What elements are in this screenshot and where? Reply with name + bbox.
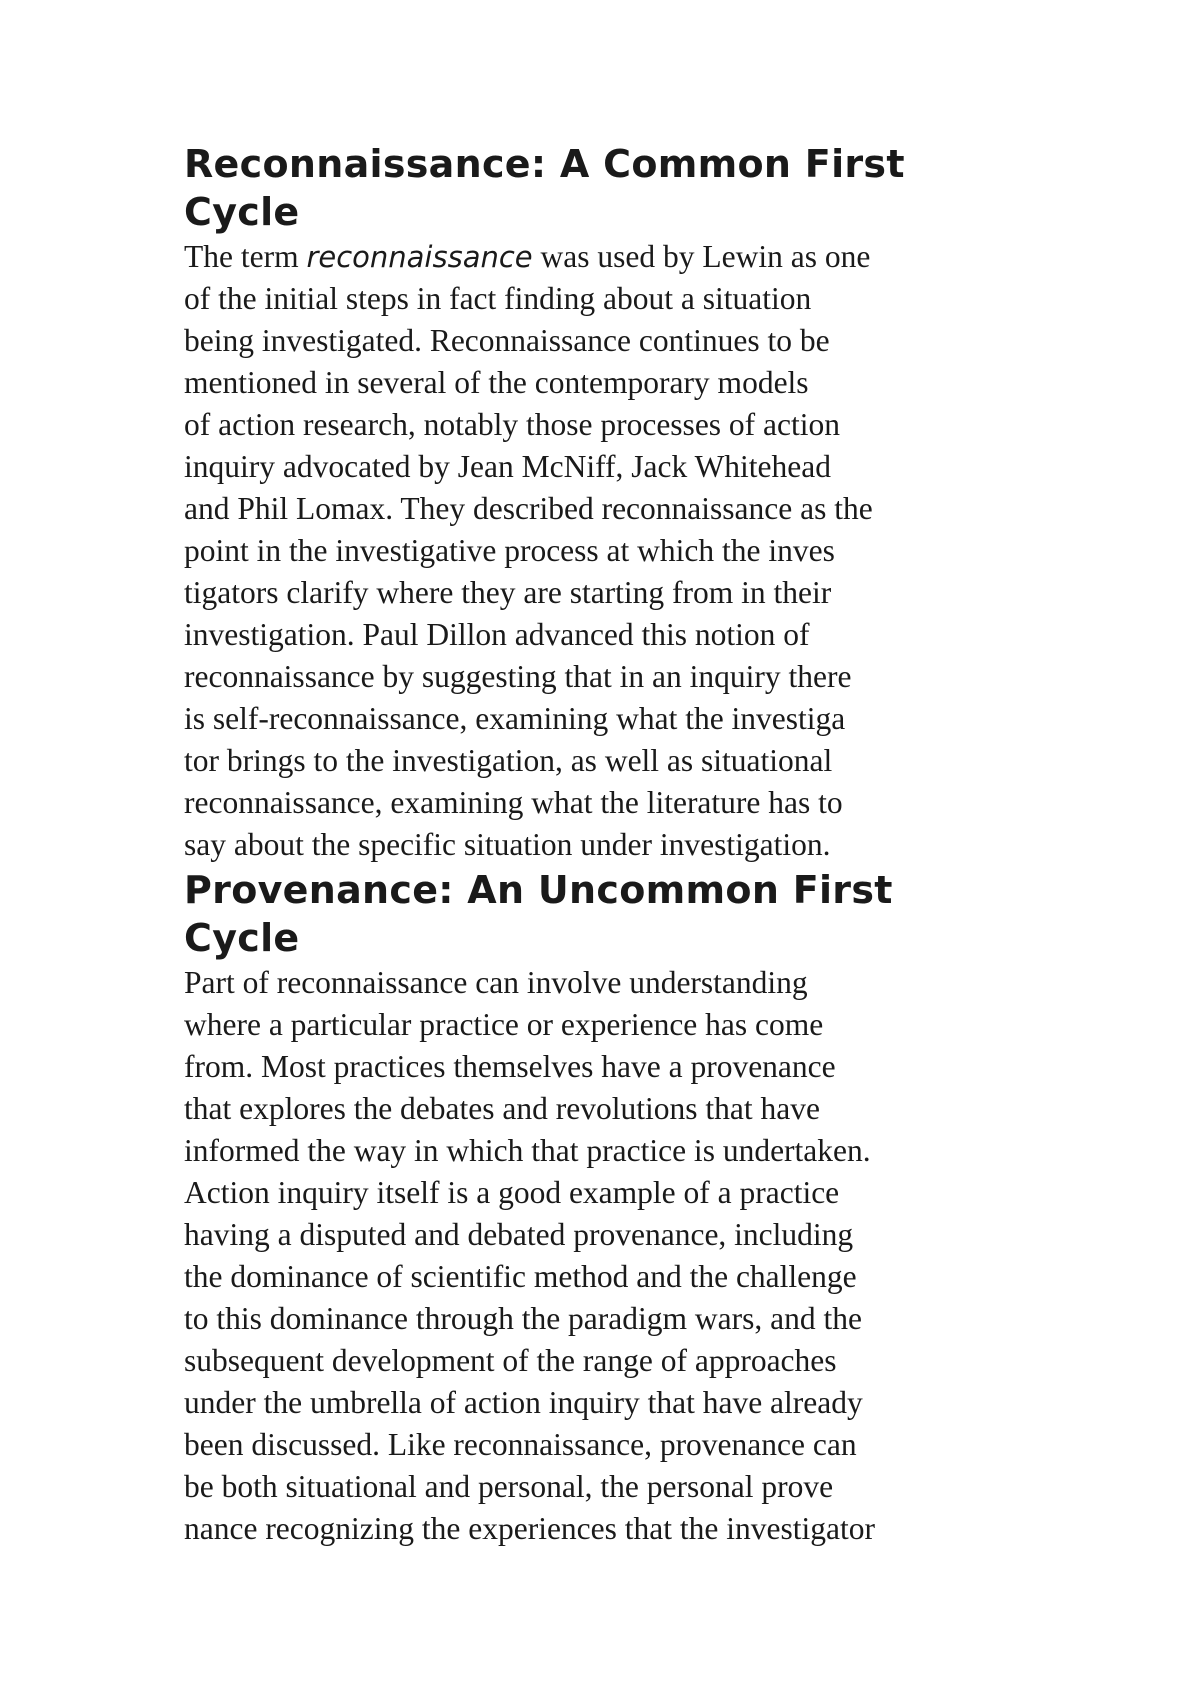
document-page [184,140,1024,1550]
paragraph-line: point in the investigative process at which the inves [184,533,835,568]
paragraph-line: of the initial steps in fact finding about a situation [184,281,812,316]
paragraph-line: that explores the debates and revolutions that have [184,1091,820,1126]
heading-line: Cycle [184,190,300,234]
heading-line: Cycle [184,916,300,960]
paragraph-line: under the umbrella of action inquiry that have already [184,1385,863,1420]
paragraph-line: from. Most practices themselves have a provenance [184,1049,836,1084]
paragraph-line [184,236,1024,278]
paragraph-line: tigators clarify where they are starting from in their [184,575,832,610]
paragraph-line: to this dominance through the paradigm wars, and the [184,1301,862,1336]
paragraph-line: is self-reconnaissance, examining what the investiga [184,701,846,736]
section-heading [184,866,1024,962]
section-heading [184,140,1024,236]
paragraph-line: being investigated. Reconnaissance continues to be [184,323,830,358]
paragraph-line: and Phil Lomax. They described reconnaissance as the [184,491,873,526]
paragraph-line: informed the way in which that practice is undertaken. [184,1133,871,1168]
paragraph-line: Part of reconnaissance can involve understanding [184,965,808,1000]
italic-term: reconnaissance [306,240,533,274]
text-fragment: was used by Lewin as one [532,239,871,274]
body-paragraph [184,236,1024,866]
paragraph-line: mentioned in several of the contemporary models [184,365,809,400]
paragraph-line: subsequent development of the range of approaches [184,1343,837,1378]
text-fragment: The term [184,239,307,274]
paragraph-line: been discussed. Like reconnaissance, provenance can [184,1427,857,1462]
section-reconnaissance [184,140,1024,866]
heading-line: Provenance: An Uncommon First [184,868,893,912]
paragraph-line: say about the specific situation under investigation. [184,827,831,862]
paragraph-line: of action research, notably those processes of action [184,407,841,442]
paragraph-line: Action inquiry itself is a good example of a practice [184,1175,840,1210]
paragraph-line: inquiry advocated by Jean McNiff, Jack Whitehead [184,449,831,484]
paragraph-line: having a disputed and debated provenance, including [184,1217,854,1252]
section-provenance [184,866,1024,1550]
body-paragraph [184,962,1024,1550]
paragraph-line: investigation. Paul Dillon advanced this notion of [184,617,810,652]
paragraph-line: reconnaissance by suggesting that in an inquiry there [184,659,852,694]
heading-line: Reconnaissance: A Common First [184,142,905,186]
paragraph-line: tor brings to the investigation, as well as situational [184,743,833,778]
paragraph-line: the dominance of scientific method and the challenge [184,1259,857,1294]
paragraph-line: reconnaissance, examining what the literature has to [184,785,843,820]
paragraph-line: nance recognizing the experiences that the investigator [184,1511,875,1546]
paragraph-line: be both situational and personal, the personal prove [184,1469,834,1504]
paragraph-line: where a particular practice or experience has come [184,1007,824,1042]
